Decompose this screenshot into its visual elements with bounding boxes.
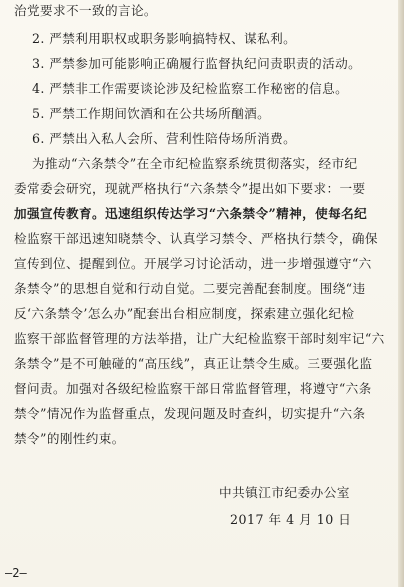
- prohibition-number: 3.: [32, 56, 45, 71]
- prohibition-number: 2.: [32, 31, 45, 46]
- prohibition-text: 严禁非工作需要谈论涉及纪检监察工作秘密的信息。: [49, 81, 349, 96]
- prohibition-item: [32, 105, 270, 123]
- body-line: 禁令”情况作为监督重点，发现问题及时查纠，切实提升“六条: [14, 406, 366, 421]
- prohibition-text: 严禁工作期间饮酒和在公共场所酗酒。: [49, 106, 271, 121]
- page-number: —2—: [5, 566, 27, 580]
- body-line: 条禁令”的思想自觉和行动自觉。二要完善配套制度。围绕“违: [14, 281, 366, 296]
- body-line: 为推动“六条禁令”在全市纪检监察系统贯彻落实，经市纪: [32, 156, 358, 171]
- body-line: 宣传到位、提醒到位。开展学习讨论活动，进一步增强遵守“六: [14, 256, 372, 271]
- body-line: 监察干部监督管理的方法举措，让广大纪检监察干部时刻牢记“六: [14, 331, 385, 346]
- prohibition-number: 4.: [32, 81, 45, 96]
- paragraph-line: 治党要求不一致的言论。: [14, 3, 157, 18]
- body-line: 检监察干部迅速知晓禁令、认真学习禁令、严格执行禁令，确保: [14, 231, 378, 246]
- prohibition-number: 6.: [32, 131, 45, 146]
- body-line: 禁令”的刚性约束。: [14, 431, 125, 446]
- prohibition-text: 严禁出入私人会所、营利性陪侍场所消费。: [49, 131, 297, 146]
- body-line: 条禁令”是不可触碰的“高压线”，真正让禁令生威。三要强化监: [14, 356, 373, 371]
- prohibition-text: 严禁利用职权或职务影响搞特权、谋私利。: [49, 31, 297, 46]
- prohibition-item: [32, 30, 296, 48]
- signature-organization: 中共镇江市纪委办公室: [219, 485, 350, 500]
- body-line: 委常委会研究，现就严格执行“六条禁令”提出如下要求：一要: [14, 181, 366, 196]
- body-line: 督问责。加强对各级纪检监察干部日常监督管理，将遵守“六条: [14, 381, 372, 396]
- prohibition-item: [32, 55, 361, 73]
- prohibition-number: 5.: [32, 106, 45, 121]
- body-line: 反‘六条禁令’怎么办”配套出台相应制度，探索建立强化纪检: [14, 306, 355, 321]
- body-line: 加强宣传教育。迅速组织传达学习“六条禁令”精神，使每名纪: [14, 206, 368, 221]
- prohibition-text: 严禁参加可能影响正确履行监督执纪问责职责的活动。: [49, 56, 362, 71]
- signature-date: 2017 年 4 月 10 日: [230, 512, 352, 527]
- prohibition-item: [32, 80, 348, 98]
- prohibition-item: [32, 130, 296, 148]
- page-edge: [398, 0, 404, 587]
